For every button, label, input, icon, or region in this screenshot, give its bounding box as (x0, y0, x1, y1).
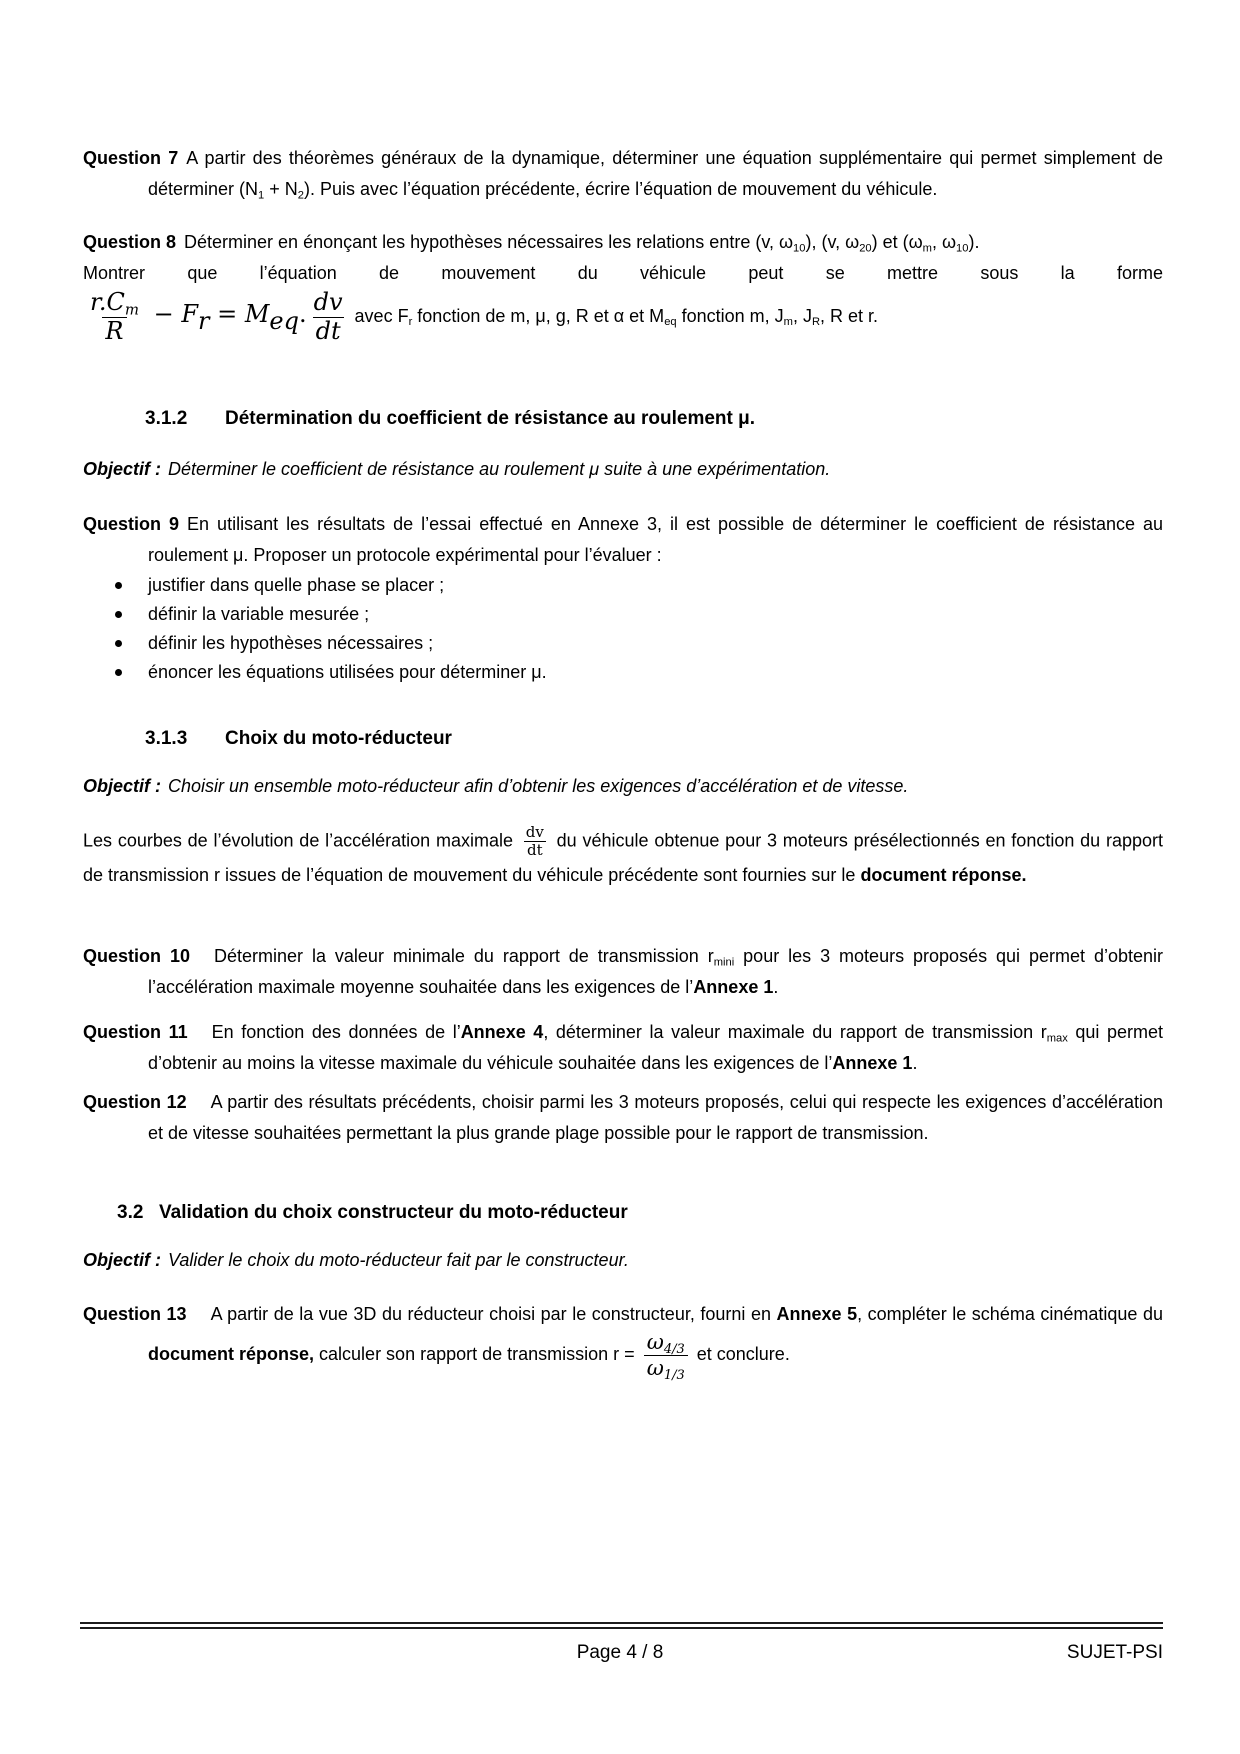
question-9 (83, 509, 1163, 571)
text-run: . (912, 1052, 918, 1073)
objectif-3 (83, 1245, 1163, 1276)
subscript-text: eq (269, 307, 299, 336)
text-run: dv (525, 823, 544, 842)
text-run: F (181, 299, 198, 328)
question-13-label: Question 13 (83, 1303, 187, 1324)
text-run: Annexe 1 (832, 1052, 913, 1073)
section-title: Choix du moto-réducteur (225, 728, 452, 750)
objectif-label: Objectif : (83, 776, 162, 797)
text-run: , ω (931, 232, 957, 252)
text-run: ω (646, 1329, 664, 1354)
text-run: A partir de la vue 3D du réducteur choisi par le constructeur, fourni en (210, 1303, 777, 1324)
objectif-label: Objectif : (83, 1249, 162, 1270)
text-run: r.C (90, 288, 125, 316)
text-run: et conclure. (691, 1344, 790, 1365)
list-item (83, 629, 1163, 658)
subscript-text: eq (664, 316, 677, 329)
question-8-line2: Montrer que l’équation de mouvement du véhicule peut se mettre sous la forme (83, 263, 1163, 283)
footer-rule (80, 1622, 1163, 1629)
text-run: En utilisant les résultats de l’essai effectué en Annexe 3, il est possible de déterminer le coefficient de résistance au roulement μ. Proposer un protocole expérimental pour l’évaluer : (148, 514, 1164, 566)
subscript-text: m (124, 300, 139, 319)
fraction (311, 289, 346, 345)
question-12-text (148, 1092, 1163, 1143)
text-run: En fonction des données de l’ (211, 1021, 461, 1042)
subscript-text: R (811, 316, 821, 329)
question-10 (83, 941, 1163, 1003)
question-8-text (184, 232, 980, 255)
bullet-list (83, 571, 1163, 687)
list-item (83, 658, 1163, 687)
doc-label: SUJET-PSI (1066, 1642, 1163, 1663)
text-run: Les courbes de l’évolution de l’accélération maximale (83, 830, 519, 851)
text-run: , compléter le schéma cinématique du (857, 1303, 1164, 1324)
text-run: ). Puis avec l’équation précédente, écrire l’équation de mouvement du véhicule. (303, 179, 938, 199)
subscript-text: max (1046, 1032, 1068, 1045)
subscript-text: 2 (297, 189, 304, 202)
bullet-text: définir la variable mesurée ; (148, 604, 370, 625)
text-run: pour les 3 moteurs proposés qui permet d’obtenir l’accélération maximale moyenne souhaitée dans les exigences de l’ (148, 945, 1164, 997)
question-11-text (148, 1022, 1163, 1073)
list-item (83, 571, 1163, 600)
text-run: Annexe 4 (460, 1021, 544, 1042)
question-7-label: Question 7 (83, 148, 179, 168)
question-9-label: Question 9 (83, 514, 180, 535)
text-run: dt (527, 841, 543, 860)
subscript-text: 10 (956, 242, 969, 255)
section-number: 3.1.3 (145, 728, 188, 750)
section-3-2-heading (117, 1197, 1163, 1228)
text-run: , J (792, 305, 812, 326)
text-run: M (244, 299, 270, 328)
question-13 (83, 1299, 1163, 1381)
fraction (523, 824, 547, 860)
subscript-text: 20 (859, 242, 872, 255)
text-run: − (145, 299, 182, 328)
subscript-text: m (922, 242, 932, 255)
text-run: ), (v, ω (805, 232, 860, 252)
subscript-text: mini (713, 956, 735, 969)
text-run: , déterminer la valeur maximale du rapport de transmission r (543, 1021, 1047, 1042)
section-3-1-3-heading (145, 723, 1163, 754)
document-content (83, 143, 1163, 1381)
bullet-marker-icon (115, 582, 122, 589)
text-run: . (298, 299, 307, 328)
intro-paragraph (83, 824, 1163, 891)
text-run: , R et r. (820, 305, 879, 326)
text-run: A partir des résultats précédents, choisir parmi les 3 moteurs proposés, celui qui respecte les exigences d’accélération et de vitesse souhaitées permettant la plus grande plage possible pour le rapport de transmission. (148, 1091, 1164, 1143)
text-run: du véhicule obtenue pour 3 moteurs présélectionnés en fonction du rapport de transmission r issues de l’équation de mouvement du véhicule précédente sont fournies sur le (83, 830, 1163, 885)
question-11-label: Question 11 (83, 1021, 188, 1042)
text-run: ω (646, 1355, 664, 1380)
section-title: Détermination du coefficient de résistance au roulement μ. (225, 408, 756, 430)
text-run: dt (315, 316, 341, 345)
subscript-text: 10 (793, 242, 806, 255)
text-run: fonction de m, μ, g, R et α et M (412, 305, 665, 326)
bullet-text: définir les hypothèses nécessaires ; (148, 633, 434, 654)
text-run: + N (264, 179, 298, 199)
text-run: dv (313, 288, 343, 316)
subscript-text: 1/3 (663, 1367, 685, 1383)
bullet-text: justifier dans quelle phase se placer ; (148, 575, 445, 596)
text-run: Annexe 5 (776, 1303, 858, 1324)
subscript-text: r (408, 316, 413, 329)
question-9-text (148, 514, 1163, 565)
text-run: document réponse. (860, 864, 1027, 885)
question-7-text (148, 148, 1163, 202)
objectif-label: Objectif : (83, 459, 162, 480)
text-run: avec F (349, 305, 409, 326)
page-number: Page 4 / 8 (576, 1642, 664, 1663)
text-run: Déterminer en énonçant les hypothèses nécessaires les relations entre (v, ω (184, 232, 794, 252)
bullet-marker-icon (115, 640, 122, 647)
bullet-marker-icon (115, 669, 122, 676)
objectif-2 (83, 771, 1163, 802)
text-run: ) et (ω (871, 232, 923, 252)
question-10-label: Question 10 (83, 945, 190, 966)
question-7 (83, 143, 1163, 205)
text-run: Déterminer la valeur minimale du rapport de transmission r (213, 945, 714, 966)
question-11 (83, 1017, 1163, 1079)
objectif-text: Déterminer le coefficient de résistance au roulement μ suite à une expérimentation. (168, 459, 831, 480)
question-13-text (148, 1303, 1164, 1383)
text-run: A partir des théorèmes généraux de la dynamique, déterminer une équation supplémentaire qui permet simplement de déterminer (N (148, 148, 1163, 199)
text-run: ). (968, 232, 980, 252)
question-8 (83, 227, 1163, 258)
question-8-formula (83, 289, 1163, 345)
objectif-text: Choisir un ensemble moto-réducteur afin d’obtenir les exigences d’accélération et de vitesse. (168, 776, 909, 797)
fraction (644, 1330, 688, 1381)
objectif-1 (83, 454, 1163, 485)
text-run: document réponse, (148, 1344, 315, 1365)
question-12-label: Question 12 (83, 1091, 187, 1112)
list-item (83, 600, 1163, 629)
subscript-text: r (197, 307, 210, 336)
text-run: Annexe 1 (693, 976, 774, 997)
text-run: qui permet d’obtenir au moins la vitesse maximale du véhicule souhaitée dans les exigences de l’ (148, 1021, 1163, 1073)
text-run: fonction m, J (676, 305, 784, 326)
text-run: calculer son rapport de transmission r = (314, 1344, 640, 1365)
question-10-text (148, 946, 1163, 997)
text-run: = (209, 299, 245, 328)
question-12 (83, 1087, 1163, 1149)
section-number: 3.1.2 (145, 408, 188, 430)
section-title: Validation du choix constructeur du moto-réducteur (159, 1201, 628, 1223)
objectif-text: Valider le choix du moto-réducteur fait par le constructeur. (168, 1249, 629, 1270)
subscript-text: 4/3 (663, 1341, 685, 1357)
question-8-label: Question 8 (83, 232, 177, 252)
subscript-text: 1 (258, 189, 265, 202)
subscript-text: m (783, 316, 793, 329)
bullet-marker-icon (115, 611, 122, 618)
bullet-text: énoncer les équations utilisées pour déterminer μ. (148, 662, 547, 683)
text-run: . (773, 976, 779, 997)
section-number: 3.2 (117, 1201, 144, 1223)
text-run: R (105, 316, 124, 345)
section-3-1-2-heading (145, 403, 1163, 434)
fraction (87, 289, 142, 345)
